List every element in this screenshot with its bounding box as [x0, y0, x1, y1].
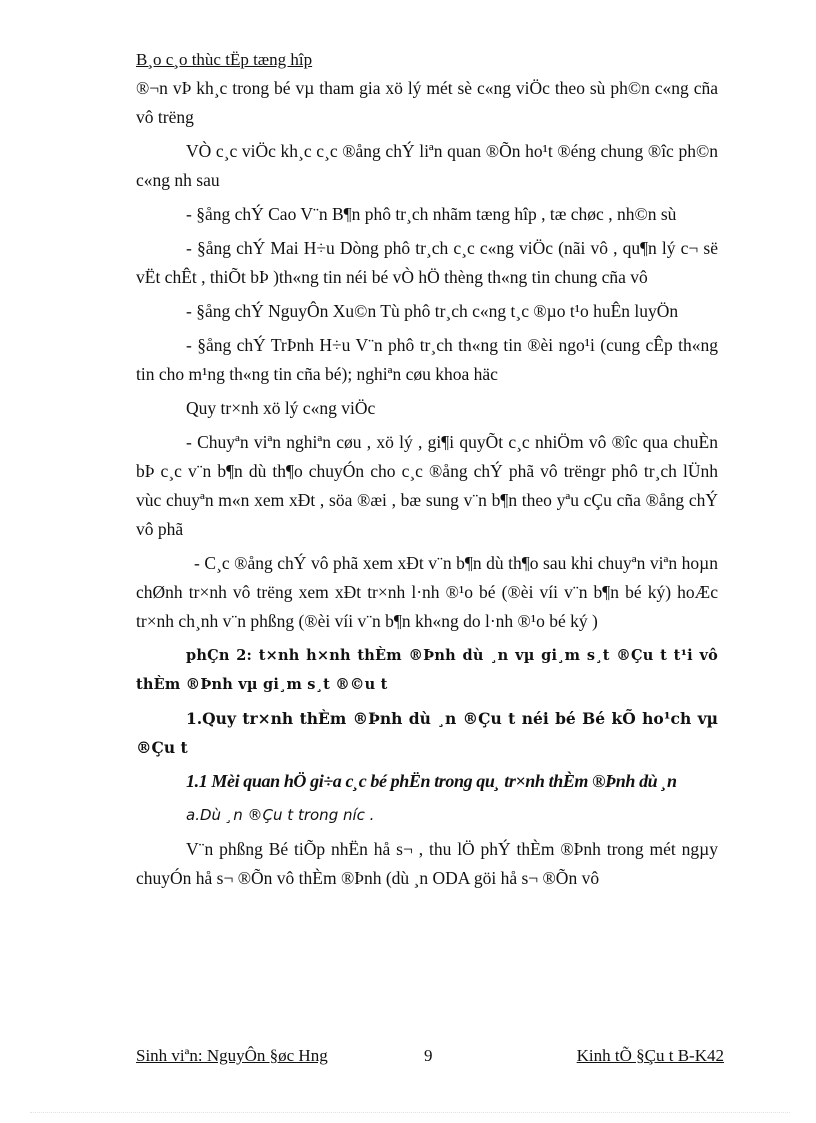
page-header: B¸o c¸o thùc tËp tæng hîp [136, 50, 313, 69]
footer-student-name: Sinh viªn: NguyÔn §øc Hng [136, 1046, 328, 1065]
paragraph: V¨n phßng Bé tiÕp nhËn hå s¬ , thu lÖ phÝ thÈm ®Þnh trong mét ngµy chuyÓn hå s¬ ®Õn vô thÈm ®Þnh (dù ¸n ODA göi hå s¬ ®Õn vô [136, 839, 718, 888]
list-item: - §ång chÝ Mai H÷u Dòng phô tr¸ch c¸c c«ng viÖc (nãi vô , qu¶n lý c¬ së vËt chÊt , thiÕt bÞ )th«ng tin néi bé vÒ hÖ thèng th«ng tin chung cña vô [136, 238, 718, 287]
subsection-heading: 1.Quy tr×nh thÈm ®Þnh dù ¸n ®Çu t néi bé Bé kÕ ho¹ch vµ ®Çu t [136, 709, 718, 757]
document-body [136, 74, 718, 898]
subsubsection-heading: 1.1 Mèi quan hÖ gi÷a c¸c bé phËn trong qu¸ tr×nh thÈm ®Þnh dù ¸n [186, 771, 677, 791]
list-item: - C¸c ®ång chÝ vô phã xem xÐt v¨n b¶n dù th¶o sau khi chuyªn viªn hoµn chØnh tr×nh vô trëng xem xÐt tr×nh l·nh ®¹o bé (®èi víi v¨n b¶n bé ký) hoÆc tr×nh ch¸nh v¨n phßng (®èi víi v¨n b¶n kh«ng do l·nh ®¹o bé ký ) [136, 553, 718, 631]
page-bottom-rule [30, 1112, 790, 1113]
section-heading: phÇn 2: t×nh h×nh thÈm ®Þnh dù ¸n vµ gi¸m s¸t ®Çu t t¹i vô thÈm ®Þnh vµ gi¸m s¸t ®©u t [136, 647, 718, 693]
paragraph-heading: Quy tr×nh xö lý c«ng viÖc [186, 398, 376, 418]
page-footer [136, 1046, 724, 1070]
paragraph: VÒ c¸c viÖc kh¸c c¸c ®ång chÝ liªn quan ®Õn ho¹t ®éng chung ®îc ph©n c«ng nh sau [136, 141, 718, 190]
list-item: - §ång chÝ TrÞnh H÷u V¨n phô tr¸ch th«ng tin ®èi ngo¹i (cung cÊp th«ng tin cho m¹ng th«ng tin cña bé); nghiªn cøu khoa häc [136, 335, 718, 384]
footer-class: Kinh tÕ §Çu t B-K42 [576, 1046, 724, 1065]
list-item: - §ång chÝ NguyÔn Xu©n Tù phô tr¸ch c«ng t¸c ®µo t¹o huÊn luyÖn [186, 301, 679, 321]
page-number: 9 [424, 1046, 433, 1065]
item-heading: a.Dù ¸n ®Çu t trong níc . [186, 806, 375, 824]
list-item: - §ång chÝ Cao V¨n B¶n phô tr¸ch nhãm tæng hîp , tæ chøc , nh©n sù [186, 204, 677, 224]
paragraph: ®¬n vÞ kh¸c trong bé vµ tham gia xö lý mét sè c«ng viÖc theo sù ph©n c«ng cña vô trëng [136, 78, 718, 127]
list-item: - Chuyªn viªn nghiªn cøu , xö lý , gi¶i quyÕt c¸c nhiÖm vô ®îc qua chuÈn bÞ c¸c v¨n b¶n dù th¶o chuyÓn cho c¸c ®ång chÝ phã vô trëngr phô tr¸ch lÜnh vùc chuyªn m«n xem xÐt , söa ®æi , bæ sung v¨n b¶n theo yªu cÇu cña ®ång chÝ vô phã [136, 432, 718, 539]
